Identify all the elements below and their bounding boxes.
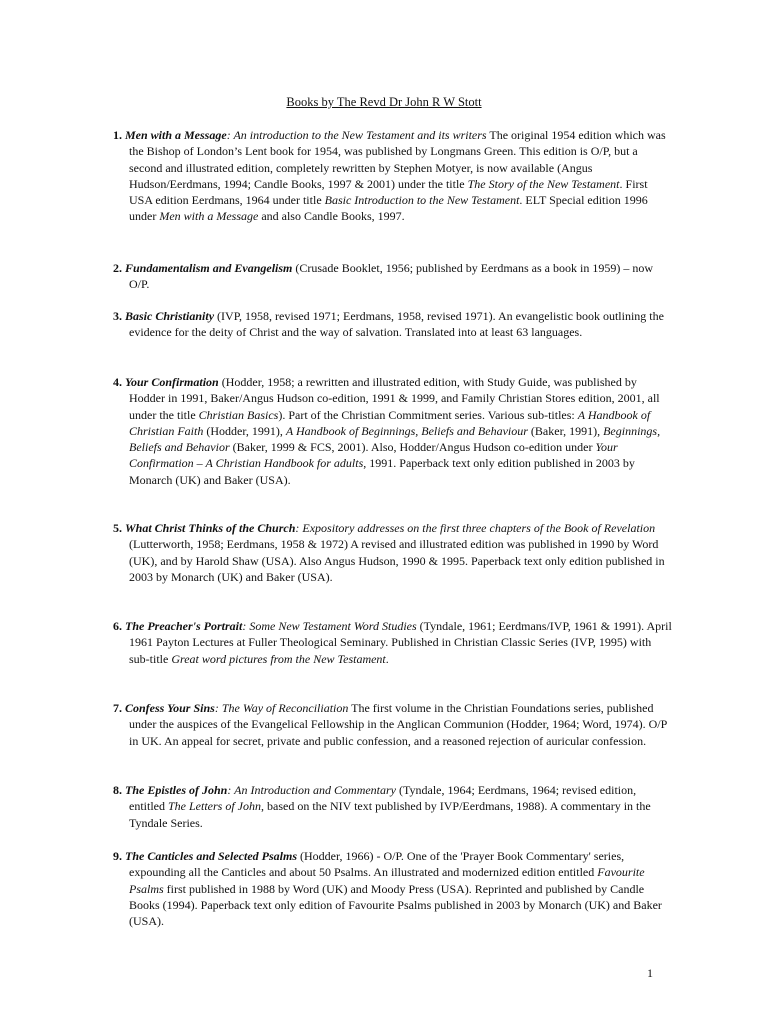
book-entry-3: [113, 308, 673, 341]
book-title: Confess Your Sins: [125, 701, 215, 715]
entry-text: The first volume in the Christian Foundations series, published under the auspices of the Evangelical Fellowship in the Anglican Communion (Hodder, 1964; Word, 1974). O/P in UK. An appeal for secret, private and public confession, and a reasoned rejection of auricular confession.: [129, 701, 667, 748]
book-entry-9: [113, 848, 673, 929]
book-subtitle: : Expository addresses on the first three chapters of the Book of Revelation: [295, 521, 656, 535]
book-entry-1: [113, 127, 673, 225]
italic-title: Christian Basics: [198, 407, 279, 422]
entry-text: . First USA edition Eerdmans, 1964 under title: [129, 176, 648, 208]
entry-text: (Hodder, 1958; a rewritten and illustrated edition, with Study Guide, was published by Hodder in 1991, Baker/Angus Hudson co-edition, 1991 & 1999, and Family Christian Stores edition, 2001, all under the title: [129, 375, 660, 422]
entry-text: (Tyndale, 1961; Eerdmans/IVP, 1961 & 1991). April 1961 Payton Lectures at Fuller Theological Seminary. Published in Christian Classic Series (IVP, 1995) with sub-title: [129, 619, 672, 666]
entry-text: (Baker, 1999 & FCS, 2001). Also, Hodder/Angus Hudson co-edition under: [229, 440, 596, 455]
page-number: 1: [647, 966, 653, 980]
entry-text: and also Candle Books, 1997.: [258, 209, 405, 224]
entry-text: , 1991. Paperback text only edition published in 2003 by Monarch (UK) and Baker (USA).: [129, 456, 635, 487]
entry-text: (IVP, 1958, revised 1971; Eerdmans, 1958, revised 1971). An evangelistic book outlining the evidence for the deity of Christ and the way of salvation. Translated into at least 63 languages.: [129, 309, 664, 340]
entry-number: 2.: [113, 261, 122, 275]
entry-text: ). Part of the Christian Commitment series. Various sub-titles:: [278, 407, 578, 422]
entry-number: 3.: [113, 309, 122, 323]
book-entry-2: [113, 260, 673, 293]
entry-text: (Hodder, 1966) - O/P. One of the 'Prayer Book Commentary' series, expounding all the Canticles and about 50 Psalms. An illustrated and modernized edition entitled: [129, 849, 625, 880]
book-entry-6: [113, 618, 673, 667]
book-entry-7: [113, 700, 673, 749]
book-title: The Epistles of John: [125, 783, 228, 797]
entry-text: .: [385, 651, 389, 666]
book-entry-8: [113, 782, 673, 831]
italic-title: Men with a Message: [159, 209, 259, 224]
book-subtitle: : An introduction to the New Testament and its writers: [226, 128, 487, 142]
book-title: Basic Christianity: [125, 309, 215, 323]
document-title: Books by The Revd Dr John R W Stott: [286, 95, 482, 109]
italic-title: Favourite Psalms: [129, 865, 645, 896]
entry-text: . ELT Special edition 1996 under: [129, 193, 648, 224]
italic-title: Your Confirmation – A Christian Handbook for adults: [129, 440, 618, 471]
entry-text: (Crusade Booklet, 1956; published by Eerdmans as a book in 1959) – now O/P.: [129, 261, 653, 292]
entry-text: The original 1954 edition which was the Bishop of London’s Lent book for 1954, was published by Longmans Green. This edition is O/P, but a second and illustrated edition, completely rewritten by Stephen Motyer, is now available (Angus Hudson/Eerdmans, 1994; Candle Books, 1997 & 2001) under the title: [129, 128, 666, 191]
book-subtitle: : The Way of Reconciliation: [214, 701, 349, 715]
entry-number: 6.: [113, 619, 122, 633]
entry-text: (Baker, 1991),: [527, 423, 604, 438]
italic-title: Beginnings, Beliefs and Behavior: [129, 423, 661, 455]
entry-text: first published in 1988 by Word (UK) and Moody Press (USA). Reprinted and published by Candle Books (1994). Paperback text only edition of Favourite Psalms published in 2003 by Monarch (UK) and Baker (USA).: [129, 881, 662, 929]
italic-title: Basic Introduction to the New Testament: [324, 193, 520, 208]
entry-number: 4.: [113, 375, 122, 389]
book-title: Fundamentalism and Evangelism: [125, 261, 293, 275]
book-title: The Canticles and Selected Psalms: [125, 849, 297, 863]
entry-number: 8.: [113, 783, 122, 797]
entry-number: 9.: [113, 849, 122, 863]
entry-text: (Lutterworth, 1958; Eerdmans, 1958 & 1972) A revised and illustrated edition was published in 1990 by Word (UK), and by Harold Shaw (USA). Also Angus Hudson, 1990 & 1995. Paperback text only edition published in 2003 by Monarch (UK) and Baker (USA).: [129, 537, 665, 584]
book-title: Your Confirmation: [125, 375, 219, 389]
book-title: The Preacher's Portrait: [125, 619, 243, 633]
entry-text: , based on the NIV text published by IVP/Eerdmans, 1988). A commentary in the Tyndale Series.: [129, 799, 651, 830]
book-title: Men with a Message: [125, 128, 227, 142]
italic-title: Great word pictures from the New Testament: [171, 651, 386, 666]
book-title: What Christ Thinks of the Church: [125, 521, 296, 535]
book-subtitle: : Some New Testament Word Studies: [242, 619, 417, 633]
italic-title: The Letters of John: [168, 799, 261, 814]
book-entry-4: [113, 374, 673, 488]
entry-text: (Hodder, 1991),: [203, 423, 286, 438]
italic-title: The Story of the New Testament: [467, 176, 620, 191]
entry-number: 1.: [113, 128, 122, 142]
italic-title: A Handbook of Beginnings, Beliefs and Behaviour: [285, 423, 528, 438]
entry-number: 7.: [113, 701, 122, 715]
entry-number: 5.: [113, 521, 122, 535]
book-subtitle: : An Introduction and Commentary: [227, 783, 397, 797]
book-entry-5: [113, 520, 673, 585]
entry-text: (Tyndale, 1964; Eerdmans, 1964; revised edition, entitled: [129, 783, 637, 814]
italic-title: A Handbook of Christian Faith: [129, 407, 651, 438]
